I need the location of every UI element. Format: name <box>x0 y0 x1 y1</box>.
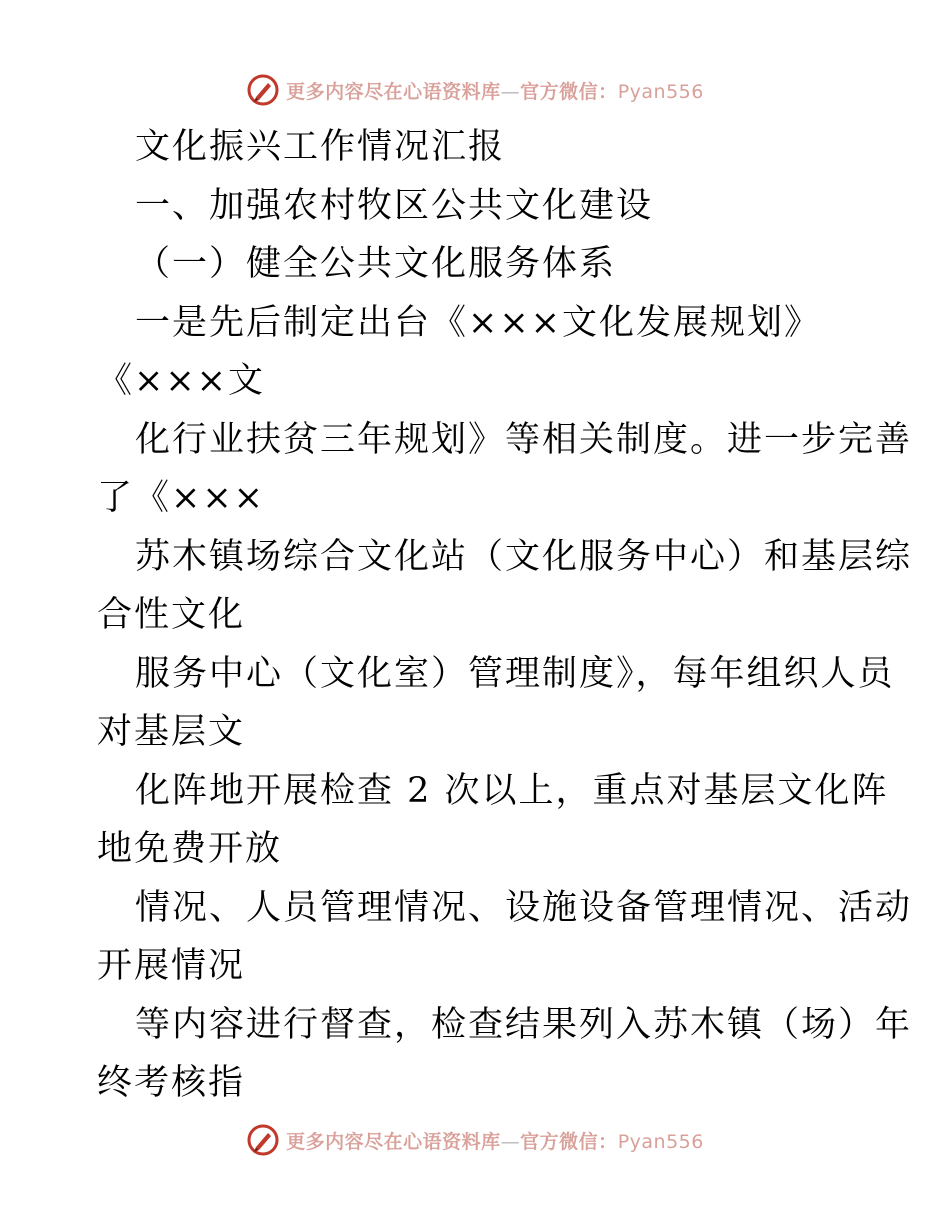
text-line: 苏木镇场综合文化站（文化服务中心）和基层综 <box>135 536 913 577</box>
text-line: 地免费开放 <box>97 829 283 869</box>
watermark-footer <box>0 1120 950 1160</box>
watermark-text: 更多内容尽在心语资料库—官方微信：Pyan556 <box>286 1130 704 1153</box>
text-line: 情况、人员管理情况、设施设备管理情况、活动 <box>135 887 913 928</box>
text-line: 化阵地开展检查 2 次以上，重点对基层文化阵 <box>135 770 889 811</box>
text-line: 一、加强农村牧区公共文化建设 <box>135 185 654 226</box>
text-line: 化行业扶贫三年规划》等相关制度。进一步完善 <box>135 419 913 460</box>
document-body <box>97 118 913 1113</box>
text-line: （一）健全公共文化服务体系 <box>135 244 617 284</box>
text-line: 《×××文 <box>97 361 265 401</box>
text-line: 文化振兴工作情况汇报 <box>135 127 506 167</box>
text-line: 一是先后制定出台《×××文化发展规划》 <box>135 302 821 343</box>
text-line: 开展情况 <box>97 946 246 986</box>
text-line: 服务中心（文化室）管理制度》，每年组织人员 <box>135 653 895 694</box>
text-line: 了《××× <box>97 478 265 518</box>
text-line: 对基层文 <box>97 712 246 752</box>
watermark-text: 更多内容尽在心语资料库—官方微信：Pyan556 <box>286 80 704 103</box>
pen-circle-logo-icon <box>246 73 280 107</box>
watermark-header <box>0 70 950 110</box>
text-line: 等内容进行督查，检查结果列入苏木镇（场）年 <box>135 1004 913 1045</box>
text-line: 终考核指 <box>97 1063 246 1103</box>
text-line: 合性文化 <box>97 595 246 635</box>
pen-circle-logo-icon <box>246 1123 280 1157</box>
